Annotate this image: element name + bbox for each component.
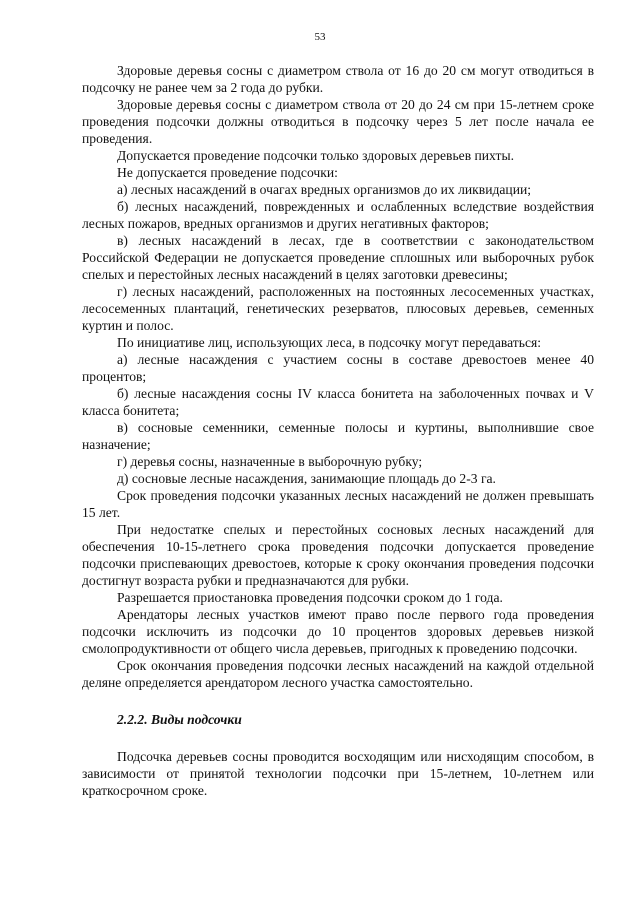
list-item: д) сосновые лесные насаждения, занимающие площадь до 2-3 га. — [117, 471, 496, 486]
paragraph: По инициативе лиц, использующих леса, в подсочку могут передаваться: — [117, 335, 542, 350]
list-item: г) лесных насаждений, расположенных на постоянных лесосеменных участках, лесосеменных плантаций, генетических резерватов, плюсовых деревьев, семенных куртин и полос. — [82, 284, 594, 333]
section-heading: 2.2.2. Виды подсочки — [117, 712, 242, 727]
paragraph: Подсочка деревьев сосны проводится восходящим или нисходящим способом, в зависимости от принятой технологии подсочки при 15-летнем, 10-летнем или краткосрочном сроке. — [82, 749, 594, 798]
paragraph: Срок проведения подсочки указанных лесных насаждений не должен превышать 15 лет. — [82, 488, 594, 520]
paragraph: Здоровые деревья сосны с диаметром ствола от 16 до 20 см могут отводиться в подсочку не ранее чем за 2 года до рубки. — [82, 63, 594, 95]
paragraph: Разрешается приостановка проведения подсочки сроком до 1 года. — [117, 590, 503, 605]
paragraph: Допускается проведение подсочки только здоровых деревьев пихты. — [117, 148, 514, 163]
paragraph: Не допускается проведение подсочки: — [117, 165, 338, 180]
list-item: а) лесные насаждения с участием сосны в составе древостоев менее 40 процентов; — [82, 352, 594, 384]
paragraph: Срок окончания проведения подсочки лесных насаждений на каждой отдельной деляне определяется арендатором лесного участка самостоятельно. — [82, 658, 594, 690]
list-item: в) лесных насаждений в лесах, где в соответствии с законодательством Российской Федерации не допускается проведение сплошных или выборочных рубок спелых и перестойных лесных насаждений в целях заготовки древесины; — [82, 233, 594, 282]
paragraph: При недостатке спелых и перестойных сосновых лесных насаждений для обеспечения 10-15-летнего срока проведения подсочки допускается проведение подсочки приспевающих древостоев, которые к сроку окончания проведения подсочки достигнут возраста рубки и предназначаются для рубки. — [82, 522, 594, 588]
list-item: а) лесных насаждений в очагах вредных организмов до их ликвидации; — [117, 182, 532, 197]
page-content — [82, 62, 594, 799]
list-item: в) сосновые семенники, семенные полосы и куртины, выполнившие свое назначение; — [82, 420, 594, 452]
list-item: б) лесные насаждения сосны IV класса бонитета на заболоченных почвах и V класса бонитета; — [82, 386, 594, 418]
list-item: г) деревья сосны, назначенные в выборочную рубку; — [117, 454, 423, 469]
list-item: б) лесных насаждений, поврежденных и ослабленных вследствие воздействия лесных пожаров, вредных организмов и других негативных факторов; — [82, 199, 594, 231]
paragraph: Арендаторы лесных участков имеют право после первого года проведения подсочки исключить из подсочки до 10 процентов здоровых деревьев низкой смолопродуктивности от общего числа деревьев, пригодных к проведению подсочки. — [82, 607, 594, 656]
paragraph: Здоровые деревья сосны с диаметром ствола от 20 до 24 см при 15-летнем сроке проведения подсочки должны отводиться в подсочку через 5 лет после начала ее проведения. — [82, 97, 594, 146]
page-number: 53 — [314, 31, 326, 43]
